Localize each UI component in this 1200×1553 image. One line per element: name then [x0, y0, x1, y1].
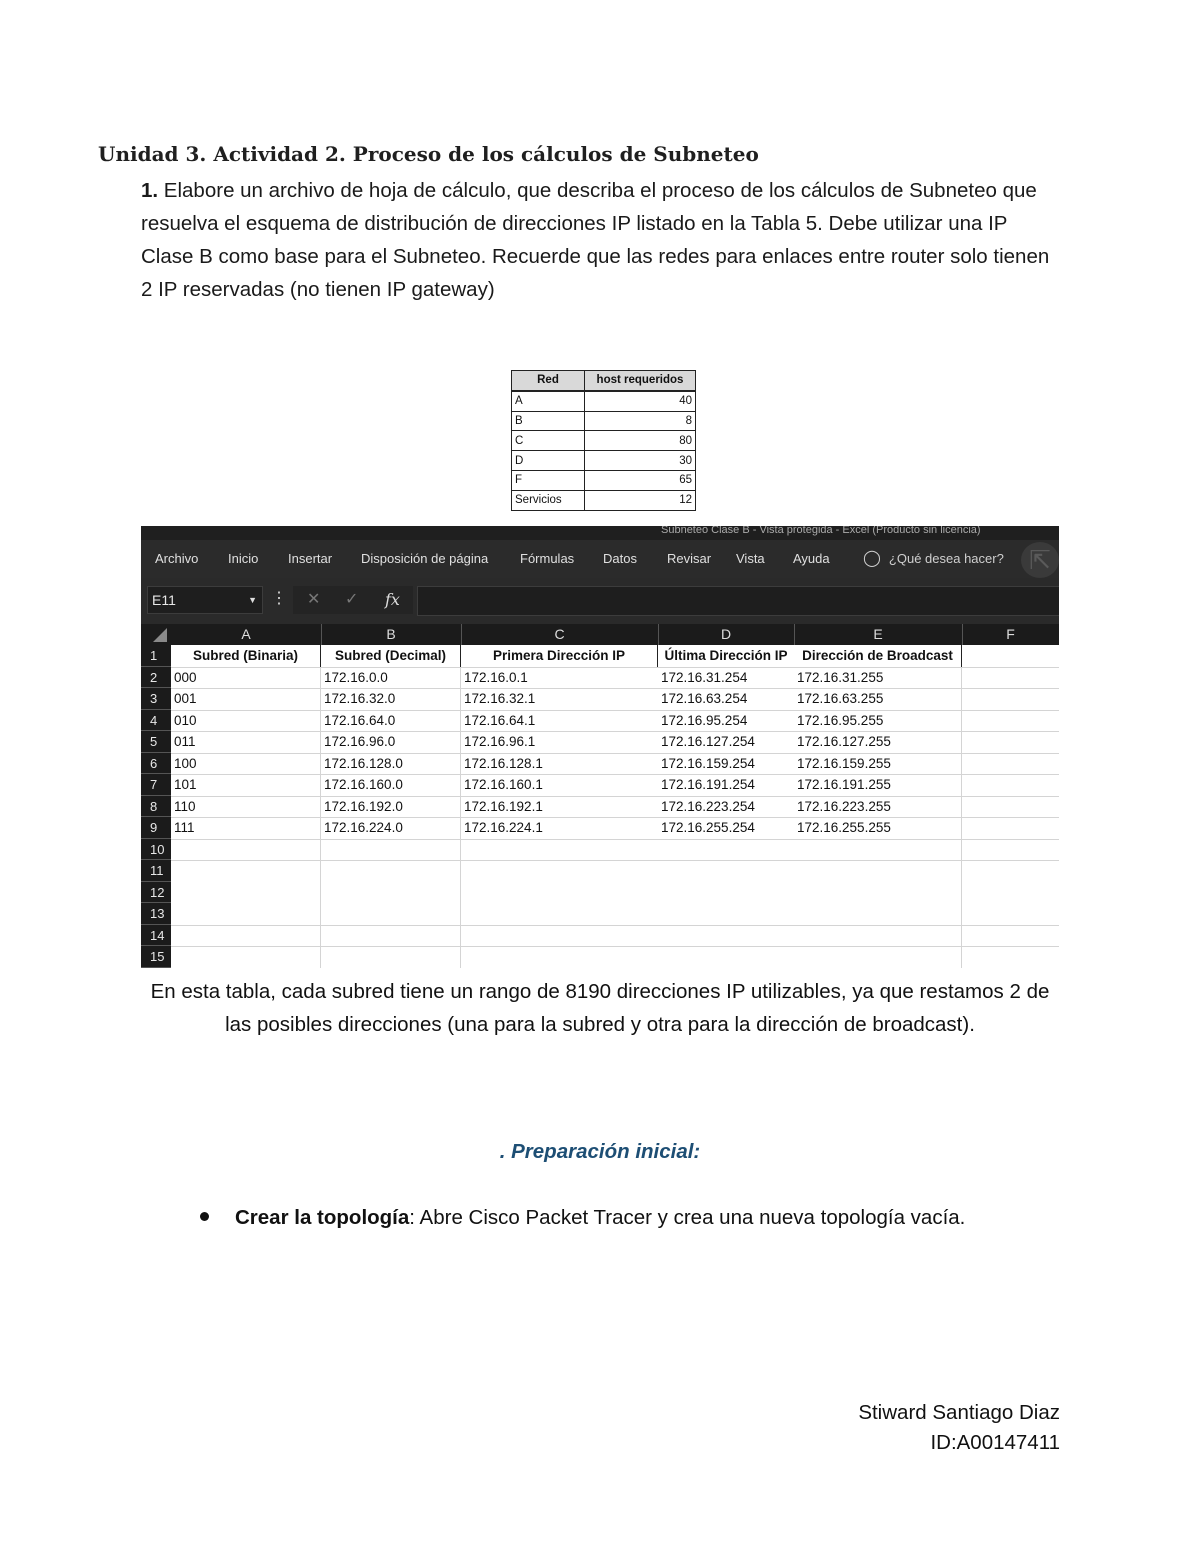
cell[interactable]	[321, 903, 461, 925]
bullet-label: Crear la topología	[235, 1206, 410, 1229]
instruction-text: Elabore un archivo de hoja de cálculo, que describa el proceso de los cálculos de Subneteo que resuelva el esquema de distribución de direcciones IP listado en la Tabla 5. Debe utilizar una IP Clase B como base para el Subneteo. Recuerde que las redes para enlaces entre router solo tienen 2 IP reservadas (no tienen IP gateway)	[141, 179, 1050, 301]
network-name: F	[512, 470, 585, 490]
table-row	[141, 817, 1059, 840]
host-count: 40	[585, 391, 696, 411]
cell[interactable]	[321, 946, 461, 968]
cell[interactable]: 172.16.63.254	[661, 691, 748, 706]
row-header[interactable]: 1	[141, 645, 171, 667]
column-header-b[interactable]: B	[321, 624, 462, 645]
cell[interactable]	[962, 753, 1059, 775]
cell[interactable]	[321, 860, 461, 882]
cell[interactable]	[461, 946, 962, 968]
table-row	[141, 882, 1059, 904]
bullet-item	[200, 1206, 965, 1230]
cell[interactable]	[962, 774, 1059, 796]
header-primera-ip[interactable]: Primera Dirección IP	[461, 645, 658, 667]
cell[interactable]	[171, 946, 321, 968]
row-header[interactable]: 5	[141, 731, 171, 753]
function-icon[interactable]: fx	[385, 590, 400, 609]
cell[interactable]: 000	[171, 667, 321, 689]
cell[interactable]: 172.16.96.1	[464, 734, 536, 749]
instruction-number: 1.	[141, 179, 159, 202]
table-row	[512, 391, 696, 411]
cell[interactable]: 172.16.192.0	[321, 796, 461, 818]
document-title: Unidad 3. Actividad 2. Proceso de los cálculos de Subneteo	[98, 142, 759, 166]
author-name: Stiward Santiago Diaz	[858, 1401, 1060, 1424]
lightbulb-icon: ◯	[863, 550, 881, 567]
cell[interactable]: 172.16.31.254	[661, 669, 748, 685]
formula-input[interactable]	[417, 586, 1059, 616]
network-name: C	[512, 431, 585, 451]
row-header[interactable]: 9	[141, 817, 171, 839]
cell[interactable]: 172.16.96.0	[321, 731, 461, 753]
bullet-text: : Abre Cisco Packet Tracer y crea una nueva topología vacía.	[409, 1206, 966, 1229]
header-ultima-ip[interactable]: Última Dirección IP	[664, 648, 788, 663]
cell[interactable]: 001	[171, 688, 321, 710]
table-row	[141, 710, 1059, 733]
cell[interactable]	[321, 925, 461, 947]
ribbon-tab-ayuda[interactable]: Ayuda	[793, 551, 830, 566]
column-header-c[interactable]: C	[461, 624, 659, 645]
hosts-table-header-row	[512, 371, 696, 391]
row-header[interactable]: 8	[141, 796, 171, 818]
bullet-icon	[200, 1212, 209, 1221]
ribbon-tab-inicio[interactable]: Inicio	[228, 551, 259, 566]
cell[interactable]	[171, 903, 321, 925]
cell[interactable]: 172.16.223.254	[661, 798, 755, 814]
table-row	[141, 860, 1059, 882]
cell[interactable]: 172.16.224.0	[321, 817, 461, 839]
host-count: 65	[585, 470, 696, 490]
ribbon-tab-vista[interactable]: Vista	[736, 551, 765, 566]
row-header[interactable]: 7	[141, 774, 171, 796]
cell[interactable]	[962, 688, 1059, 710]
ribbon-search-text: ¿Qué desea hacer?	[888, 551, 1004, 566]
watermark-logo-icon: ⇱	[1021, 542, 1059, 578]
cell[interactable]: 172.16.128.1	[464, 755, 543, 771]
table-row	[512, 411, 696, 431]
cell[interactable]: 172.16.0.0	[321, 667, 461, 689]
cell[interactable]: 172.16.63.255	[794, 688, 962, 710]
ribbon-tab-archivo[interactable]: Archivo	[155, 551, 199, 566]
table-row	[141, 796, 1059, 819]
table-row	[141, 946, 1059, 968]
cell[interactable]	[962, 645, 1059, 667]
column-headers	[141, 624, 1059, 645]
cell[interactable]: 172.16.32.0	[321, 688, 461, 710]
row-header[interactable]: 4	[141, 710, 171, 732]
cell[interactable]: 172.16.191.254	[661, 777, 755, 792]
cell[interactable]: 172.16.127.254	[661, 734, 755, 749]
cell[interactable]: 172.16.160.0	[321, 774, 461, 796]
cell[interactable]: 172.16.0.1	[464, 669, 528, 685]
cell[interactable]: 101	[171, 774, 321, 796]
cell[interactable]	[461, 925, 962, 947]
table-row	[141, 731, 1059, 754]
cell[interactable]	[461, 860, 962, 882]
header-subred-binaria[interactable]: Subred (Binaria)	[171, 645, 321, 667]
cell[interactable]: 011	[171, 731, 321, 753]
table-row	[512, 451, 696, 471]
select-all-corner[interactable]	[141, 624, 171, 645]
table-row	[141, 925, 1059, 948]
cell[interactable]	[962, 796, 1059, 818]
excel-screenshot	[141, 526, 1059, 968]
chevron-down-icon[interactable]: ▼	[248, 595, 257, 605]
row-header[interactable]: 3	[141, 688, 171, 710]
host-count: 80	[585, 431, 696, 451]
excel-ribbon	[141, 540, 1059, 578]
cell[interactable]: 172.16.32.1	[464, 691, 536, 706]
table-row	[141, 774, 1059, 797]
cell[interactable]	[461, 903, 962, 925]
formula-buttons	[293, 586, 413, 614]
table-row	[512, 490, 696, 510]
row-header[interactable]: 10	[141, 839, 171, 861]
header-broadcast[interactable]: Dirección de Broadcast	[794, 645, 962, 667]
explanation-paragraph: En esta tabla, cada subred tiene un rango de 8190 direcciones IP utilizables, ya que restamos 2 de las posibles direcciones (una para la subred y otra para la dirección de broadcast).	[150, 980, 1050, 1036]
cell[interactable]: 172.16.31.255	[794, 667, 962, 689]
table-row	[141, 645, 1059, 668]
cell[interactable]: 172.16.95.254	[661, 712, 748, 728]
cancel-icon[interactable]: ✕	[307, 591, 321, 608]
cell[interactable]	[171, 925, 321, 947]
host-count: 30	[585, 451, 696, 471]
cell[interactable]: 172.16.224.1	[464, 820, 543, 835]
cell[interactable]: 172.16.159.254	[661, 755, 755, 771]
table-row	[141, 839, 1059, 862]
ribbon-tab-revisar[interactable]: Revisar	[667, 551, 712, 566]
header-subred-decimal[interactable]: Subred (Decimal)	[321, 645, 461, 667]
row-header[interactable]: 13	[141, 903, 171, 925]
excel-window-title: Subneteo Clase B - Vista protegida - Excel (Producto sin licencia)	[661, 526, 981, 536]
column-header-e[interactable]: E	[794, 624, 963, 645]
ribbon-search[interactable]	[863, 548, 1004, 568]
author-id: ID:A00147411	[930, 1431, 1060, 1454]
cell[interactable]	[321, 882, 461, 904]
row-header[interactable]: 12	[141, 882, 171, 904]
ribbon-tab-datos[interactable]: Datos	[603, 551, 637, 566]
table-row	[512, 431, 696, 451]
row-header[interactable]: 14	[141, 925, 171, 947]
confirm-icon[interactable]: ✓	[345, 591, 359, 608]
table-row	[512, 470, 696, 490]
section-heading: . Preparación inicial:	[499, 1140, 701, 1163]
hosts-required-table	[511, 370, 696, 511]
column-header-d[interactable]: D	[658, 624, 795, 645]
cell[interactable]: 172.16.95.255	[794, 710, 962, 732]
cell[interactable]: 100	[171, 753, 321, 775]
cell[interactable]	[321, 839, 461, 861]
cell[interactable]: 110	[171, 796, 321, 818]
table-row	[141, 667, 1059, 690]
row-header[interactable]: 15	[141, 946, 171, 968]
instruction-paragraph	[141, 174, 1061, 306]
name-box[interactable]	[147, 586, 263, 614]
row-header[interactable]: 6	[141, 753, 171, 775]
cell[interactable]: 172.16.255.254	[661, 820, 755, 835]
table-row	[141, 753, 1059, 776]
ribbon-tab-insertar[interactable]: Insertar	[288, 551, 333, 566]
cell[interactable]	[461, 839, 962, 861]
hosts-header-count: host requeridos	[585, 371, 696, 391]
cell[interactable]	[962, 667, 1059, 689]
network-name: B	[512, 411, 585, 431]
cell[interactable]	[171, 839, 321, 861]
hosts-header-red: Red	[512, 371, 585, 391]
column-header-f[interactable]: F	[1006, 626, 1015, 642]
cell[interactable]	[171, 882, 321, 904]
host-count: 12	[585, 490, 696, 510]
cell[interactable]: 172.16.64.1	[464, 712, 536, 728]
network-name: A	[512, 391, 585, 411]
network-name: D	[512, 451, 585, 471]
more-options-icon[interactable]: ⋮	[271, 590, 287, 607]
cell[interactable]	[962, 731, 1059, 753]
cell[interactable]: 172.16.160.1	[464, 777, 543, 792]
cell[interactable]: 172.16.223.255	[794, 796, 962, 818]
row-header[interactable]: 11	[141, 860, 171, 882]
cell[interactable]: 172.16.128.0	[321, 753, 461, 775]
table-row	[141, 903, 1059, 926]
cell[interactable]: 111	[171, 817, 321, 839]
ribbon-tab-disposicion[interactable]: Disposición de página	[361, 551, 489, 566]
cell[interactable]: 172.16.192.1	[464, 798, 543, 814]
cell[interactable]: 172.16.64.0	[321, 710, 461, 732]
author-block	[858, 1398, 1060, 1458]
network-name: Servicios	[512, 490, 585, 510]
table-row	[141, 688, 1059, 711]
host-count: 8	[585, 411, 696, 431]
name-box-value: E11	[152, 592, 176, 608]
cell[interactable]: 172.16.127.255	[794, 731, 962, 753]
cell[interactable]: 172.16.191.255	[794, 774, 962, 796]
cell[interactable]	[461, 882, 962, 904]
excel-titlebar	[141, 526, 1059, 540]
column-header-a[interactable]: A	[171, 624, 322, 645]
cell[interactable]	[962, 817, 1059, 839]
row-header[interactable]: 2	[141, 667, 171, 689]
cell[interactable]: 172.16.159.255	[794, 753, 962, 775]
cell[interactable]: 010	[171, 710, 321, 732]
formula-bar	[141, 578, 1059, 624]
cell[interactable]: 172.16.255.255	[794, 817, 962, 839]
cell[interactable]	[171, 860, 321, 882]
cell[interactable]	[962, 710, 1059, 732]
ribbon-tab-formulas[interactable]: Fórmulas	[520, 551, 575, 566]
